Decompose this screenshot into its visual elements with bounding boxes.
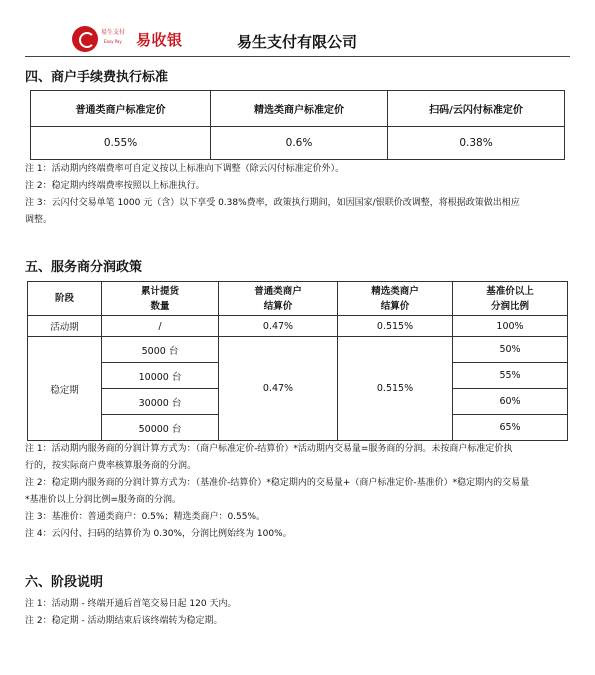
fee-standard-table — [30, 90, 565, 160]
logo-brand-text: 易收银 — [136, 31, 183, 49]
header-cell: 扫码/云闪付标准定价 — [388, 91, 565, 127]
table-cell: 活动期 — [28, 316, 102, 337]
table-row — [28, 337, 568, 363]
header-divider — [25, 56, 570, 57]
section6-notes — [25, 596, 236, 630]
table-cell: 60% — [453, 389, 568, 415]
header-text: 累计提货 — [140, 285, 179, 297]
header-cell: 普通类商户标准定价 — [31, 91, 211, 127]
note-line: 注 3：基准价：普通类商户：0.5%；精选类商户：0.55%。 — [25, 512, 266, 522]
header-cell-normal — [219, 282, 338, 316]
header-text: 基准价以上 — [486, 285, 534, 297]
note-line: 注 2：稳定期内服务商的分润计算方式为：（基准价-结算价）*稳定期内的交易量+（商户标准定价-基准价）*稳定期内的交易量 — [25, 478, 530, 488]
company-logo — [72, 26, 202, 52]
note-line: 注 2：稳定期 - 活动期结束后该终端转为稳定期。 — [25, 616, 223, 626]
header-text: 普通类商户 — [254, 285, 302, 297]
table-cell: 0.6% — [211, 127, 388, 160]
logo-tiny-text: Easy Pay — [104, 39, 122, 44]
table-cell: 50% — [453, 337, 568, 363]
header-cell-ratio — [453, 282, 568, 316]
header-text: 结算价 — [380, 300, 410, 312]
table-header-row — [31, 91, 565, 127]
table-row — [31, 127, 565, 160]
logo-small-text: 易生支付 — [101, 29, 126, 36]
note-line: 注 4：云闪付、扫码的结算价为 0.30%，分润比例始终为 100%。 — [25, 529, 292, 539]
table-row-active — [28, 316, 568, 337]
table-cell: 30000 台 — [102, 389, 219, 415]
profit-sharing-table — [27, 281, 568, 441]
header-text: 结算价 — [263, 300, 293, 312]
note-line: 注 1：活动期内终端费率可自定义按以上标准向下调整（除云闪付标准定价外）。 — [25, 164, 345, 174]
note-line: 行的，按实际商户费率核算服务商的分润。 — [25, 461, 197, 471]
header-cell-select — [338, 282, 453, 316]
note-line: *基准价以上分润比例=服务商的分润。 — [25, 495, 182, 505]
section5-notes — [25, 441, 529, 543]
note-line: 调整。 — [25, 215, 53, 225]
page-header — [0, 0, 595, 58]
header-cell-stage: 阶段 — [28, 282, 102, 316]
table-cell: 50000 台 — [102, 415, 219, 441]
table-cell: 0.47% — [219, 337, 338, 441]
header-cell: 精选类商户标准定价 — [211, 91, 388, 127]
section5-title: 五、服务商分润政策 — [25, 260, 143, 275]
table-cell: 0.55% — [31, 127, 211, 160]
table-cell: 0.515% — [338, 316, 453, 337]
note-line: 注 1：活动期内服务商的分润计算方式为：（商户标准定价-结算价）*活动期内交易量=服务商的分润。未按商户标准定价执 — [25, 444, 513, 454]
header-text: 数量 — [150, 300, 170, 312]
table-cell: 55% — [453, 363, 568, 389]
header-cell-quantity — [102, 282, 219, 316]
section4-title: 四、商户手续费执行标准 — [25, 70, 169, 85]
table-cell: 65% — [453, 415, 568, 441]
table-cell: 10000 台 — [102, 363, 219, 389]
table-header-row — [28, 282, 568, 316]
header-text: 精选类商户 — [371, 285, 419, 297]
logo-mark-icon — [72, 26, 98, 52]
note-line: 注 3：云闪付交易单笔 1000 元（含）以下享受 0.38%费率，政策执行期间，如因国家/银联价改调整，将根据政策做出相应 — [25, 198, 520, 208]
company-name: 易生支付有限公司 — [237, 33, 358, 51]
note-line: 注 2：稳定期内终端费率按照以上标准执行。 — [25, 181, 205, 191]
note-line: 注 1：活动期 - 终端开通后首笔交易日起 120 天内。 — [25, 599, 237, 609]
table-cell: 0.38% — [388, 127, 565, 160]
section6-title: 六、阶段说明 — [25, 575, 104, 590]
table-cell: 5000 台 — [102, 337, 219, 363]
section4-notes — [25, 161, 520, 229]
table-cell: 100% — [453, 316, 568, 337]
table-cell: 稳定期 — [28, 337, 102, 441]
header-text: 分润比例 — [490, 300, 529, 312]
table-cell: 0.515% — [338, 337, 453, 441]
table-cell: / — [102, 316, 219, 337]
table-cell: 0.47% — [219, 316, 338, 337]
